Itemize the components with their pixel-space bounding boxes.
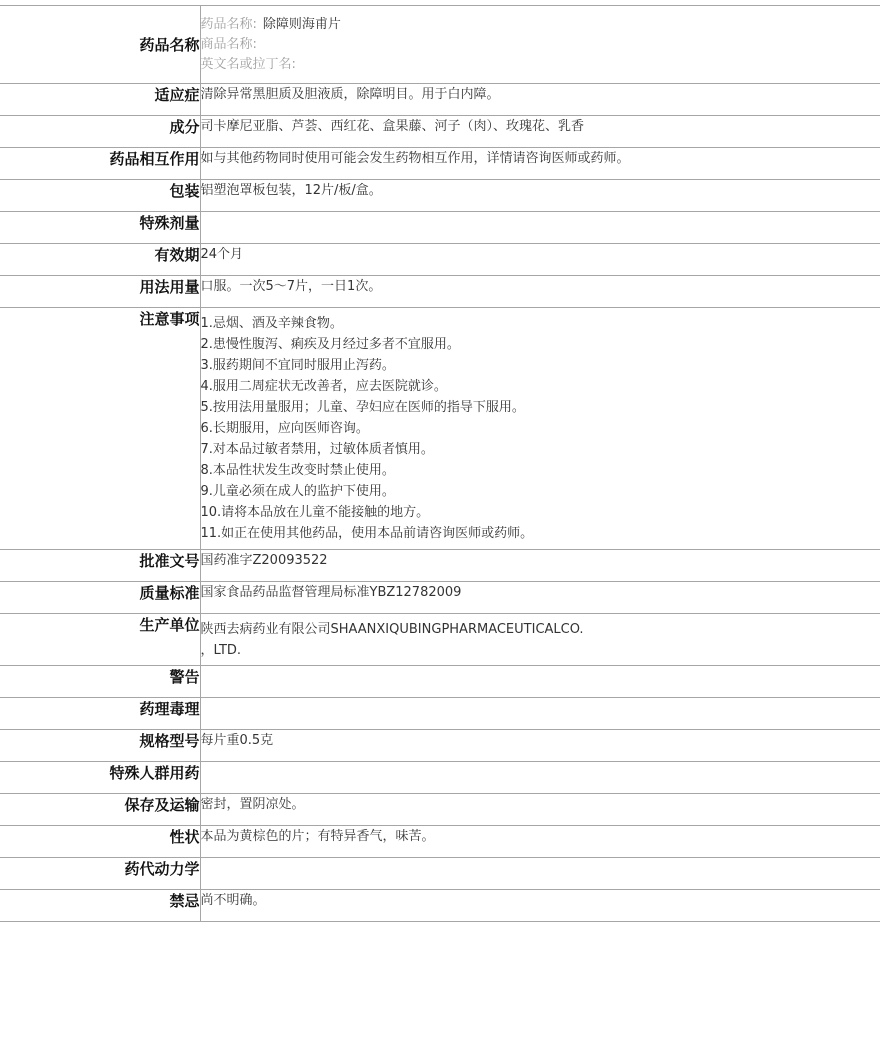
generic-name-key: 药品名称: xyxy=(200,16,257,32)
spec-label: 规格型号 xyxy=(0,730,200,762)
manufacturer-value xyxy=(200,614,880,666)
spec-row-precautions xyxy=(0,308,880,550)
spec-row-special-populations xyxy=(0,762,880,794)
spec-value: 尚不明确。 xyxy=(200,890,880,922)
spec-value xyxy=(200,666,880,698)
spec-row-pharmacology xyxy=(0,698,880,730)
precaution-item: 4.服用二周症状无改善者，应去医院就诊。 xyxy=(200,379,447,394)
trade-name-key: 商品名称: xyxy=(200,36,257,52)
precaution-item: 8.本品性状发生改变时禁止使用。 xyxy=(200,463,395,478)
spec-label: 性状 xyxy=(0,826,200,858)
spec-label: 药代动力学 xyxy=(0,858,200,890)
spec-value: 司卡摩尼亚脂、芦荟、西红花、盒果藤、河子（肉）、玫瑰花、乳香 xyxy=(200,116,880,148)
precaution-item: 1.忌烟、酒及辛辣食物。 xyxy=(200,316,343,331)
spec-value: 本品为黄棕色的片；有特异香气，味苦。 xyxy=(200,826,880,858)
spec-label: 用法用量 xyxy=(0,276,200,308)
spec-row-drug-name xyxy=(0,6,880,84)
spec-label: 禁忌 xyxy=(0,890,200,922)
spec-label: 药品相互作用 xyxy=(0,148,200,180)
manufacturer-line: 陕西去病药业有限公司SHAANXIQUBINGPHARMACEUTICALCO. xyxy=(200,622,584,637)
precaution-item: 2.患慢性腹泻、痢疾及月经过多者不宜服用。 xyxy=(200,337,460,352)
spec-row-interactions xyxy=(0,148,880,180)
precaution-item: 7.对本品过敏者禁用，过敏体质者慎用。 xyxy=(200,442,434,457)
spec-label: 特殊剂量 xyxy=(0,212,200,244)
precaution-item: 5.按用法用量服用；儿童、孕妇应在医师的指导下服用。 xyxy=(200,400,525,415)
spec-label: 特殊人群用药 xyxy=(0,762,200,794)
spec-value: 铝塑泡罩板包装，12片/板/盒。 xyxy=(200,180,880,212)
spec-row-ingredients xyxy=(0,116,880,148)
precaution-item: 6.长期服用，应向医师咨询。 xyxy=(200,421,369,436)
spec-value xyxy=(200,698,880,730)
spec-row-manufacturer xyxy=(0,614,880,666)
spec-label: 药品名称 xyxy=(0,6,200,84)
drug-name-cell xyxy=(200,6,880,84)
spec-row-special-dosage xyxy=(0,212,880,244)
generic-name-value: 除障则海甫片 xyxy=(262,16,341,32)
spec-row-storage xyxy=(0,794,880,826)
spec-value xyxy=(200,212,880,244)
spec-row-quality-standard xyxy=(0,582,880,614)
spec-row-description xyxy=(0,826,880,858)
precautions-list xyxy=(200,308,880,550)
spec-value: 国家食品药品监督管理局标准YBZ12782009 xyxy=(200,582,880,614)
drug-spec-table xyxy=(0,5,880,922)
spec-value xyxy=(200,762,880,794)
spec-label: 成分 xyxy=(0,116,200,148)
spec-row-pharmacokinetics xyxy=(0,858,880,890)
spec-label: 适应症 xyxy=(0,84,200,116)
spec-row-packaging xyxy=(0,180,880,212)
spec-row-approval-number xyxy=(0,550,880,582)
spec-row-dosage xyxy=(0,276,880,308)
spec-label: 警告 xyxy=(0,666,200,698)
spec-label: 质量标准 xyxy=(0,582,200,614)
spec-label: 批准文号 xyxy=(0,550,200,582)
spec-value: 清除异常黑胆质及胆液质，除障明目。用于白内障。 xyxy=(200,84,880,116)
spec-label: 保存及运输 xyxy=(0,794,200,826)
spec-label: 有效期 xyxy=(0,244,200,276)
spec-row-indication xyxy=(0,84,880,116)
precaution-item: 11.如正在使用其他药品，使用本品前请咨询医师或药师。 xyxy=(200,526,534,541)
spec-row-specification xyxy=(0,730,880,762)
spec-value: 如与其他药物同时使用可能会发生药物相互作用，详情请咨询医师或药师。 xyxy=(200,148,880,180)
spec-label: 注意事项 xyxy=(0,308,200,550)
spec-value: 24个月 xyxy=(200,244,880,276)
spec-row-shelf-life xyxy=(0,244,880,276)
english-name-key: 英文名或拉丁名: xyxy=(200,56,296,72)
precaution-item: 3.服药期间不宜同时服用止泻药。 xyxy=(200,358,395,373)
spec-value xyxy=(200,858,880,890)
precaution-item: 9.儿童必须在成人的监护下使用。 xyxy=(200,484,395,499)
manufacturer-line: ，LTD. xyxy=(200,643,242,658)
spec-value: 每片重0.5克 xyxy=(200,730,880,762)
spec-label: 包装 xyxy=(0,180,200,212)
spec-value: 口服。一次5～7片，一日1次。 xyxy=(200,276,880,308)
spec-value: 国药准字Z20093522 xyxy=(200,550,880,582)
spec-row-contraindications xyxy=(0,890,880,922)
spec-label: 药理毒理 xyxy=(0,698,200,730)
precaution-item: 10.请将本品放在儿童不能接触的地方。 xyxy=(200,505,430,520)
spec-value: 密封，置阴凉处。 xyxy=(200,794,880,826)
spec-row-warning xyxy=(0,666,880,698)
spec-label: 生产单位 xyxy=(0,614,200,666)
